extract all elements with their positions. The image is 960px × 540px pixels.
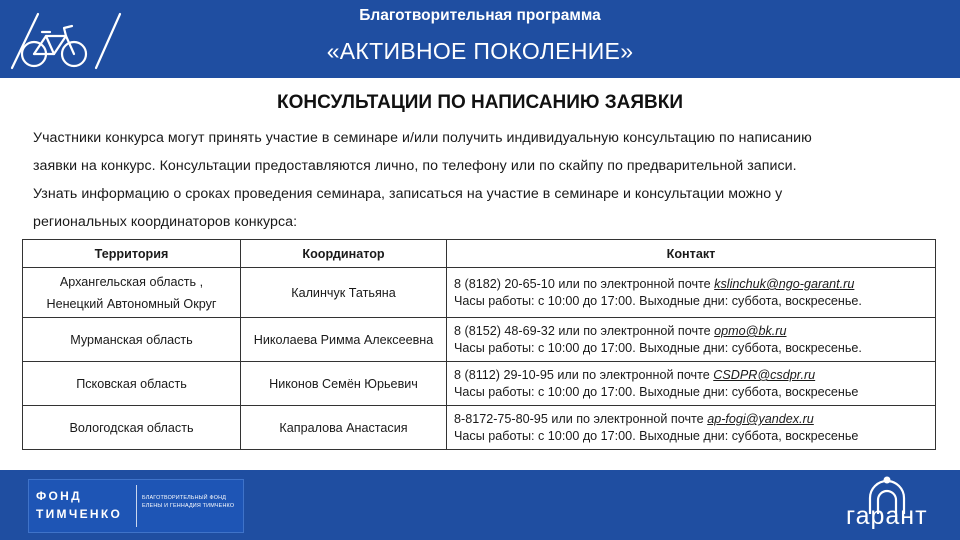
territory-cell [23,268,241,318]
phone-text: 8 (8112) 29-10-95 или по электронной почте [454,368,714,382]
program-title: «АКТИВНОЕ ПОКОЛЕНИЕ» [326,38,634,64]
coordinator-cell: Капралова Анастасия [241,406,447,450]
fund-full-name: БЛАГОТВОРИТЕЛЬНЫЙ ФОНД ЕЛЕНЫ И ГЕННАДИЯ ТИМЧЕНКО [142,495,235,509]
phone-text: 8 (8152) 48-69-32 или по электронной почте [454,324,715,338]
coordinator-cell: Калинчук Татьяна [241,268,447,318]
hours-text: Часы работы: с 10:00 до 17:00. Выходные дни: суббота, воскресенье. [454,340,862,355]
email-link[interactable]: ap-fogi@yandex.ru [707,412,814,426]
coordinator-cell: Никонов Семён Юрьевич [241,362,447,406]
header-contact: Контакт [447,240,936,268]
fund-name-line2: ТИМЧЕНКО [36,507,123,521]
table-row [23,318,936,362]
phone-text: 8-8172-75-80-95 или по электронной почте [454,412,708,426]
contact-cell [447,362,936,406]
hours-text: Часы работы: с 10:00 до 17:00. Выходные дни: суббота, воскресенье [454,428,859,443]
bicycle-icon [8,10,126,72]
territory-line: Ненецкий Автономный Округ [46,296,217,311]
garant-logo-text: гарант [846,502,928,530]
header-coordinator: Координатор [241,240,447,268]
coordinator-cell: Николаева Римма Алексеевна [241,318,447,362]
email-link[interactable]: CSDPR@csdpr.ru [713,368,816,382]
hours-text: Часы работы: с 10:00 до 17:00. Выходные дни: суббота, воскресенье. [454,293,862,308]
contact-cell [447,318,936,362]
table-row [23,268,936,318]
territory-cell: Вологодская область [23,406,241,450]
territory-cell: Псковская область [23,362,241,406]
intro-text [33,124,938,236]
phone-text: 8 (8182) 20-65-10 или по электронной почте [454,277,715,291]
table-header-row [23,240,936,268]
table-row [23,406,936,450]
contact-cell [447,406,936,450]
page-title: КОНСУЛЬТАЦИИ ПО НАПИСАНИЮ ЗАЯВКИ [276,92,684,113]
hours-text: Часы работы: с 10:00 до 17:00. Выходные дни: суббота, воскресенье [454,384,859,399]
contact-cell [447,268,936,318]
table-row [23,362,936,406]
intro-line: региональных координаторов конкурса: [33,214,298,230]
program-subtitle: Благотворительная программа [359,7,601,24]
fund-name-line1: ФОНД [36,489,82,503]
intro-line: Участники конкурса могут принять участие в семинаре и/или получить индивидуальную консультацию по написанию [33,130,812,146]
territory-cell: Мурманская область [23,318,241,362]
intro-line: заявки на конкурс. Консультации предоставляются лично, по телефону или по скайпу по предварительной записи. [33,158,797,174]
email-link[interactable]: kslinchuk@ngo-garant.ru [714,277,855,291]
intro-line: Узнать информацию о сроках проведения семинара, записаться на участие в семинаре и консультации можно у [33,186,783,202]
coordinators-table [22,239,936,450]
territory-line: Архангельская область , [59,274,204,289]
email-link[interactable]: opmo@bk.ru [714,324,787,338]
fund-logo-divider [136,485,137,527]
header-territory: Территория [23,240,241,268]
